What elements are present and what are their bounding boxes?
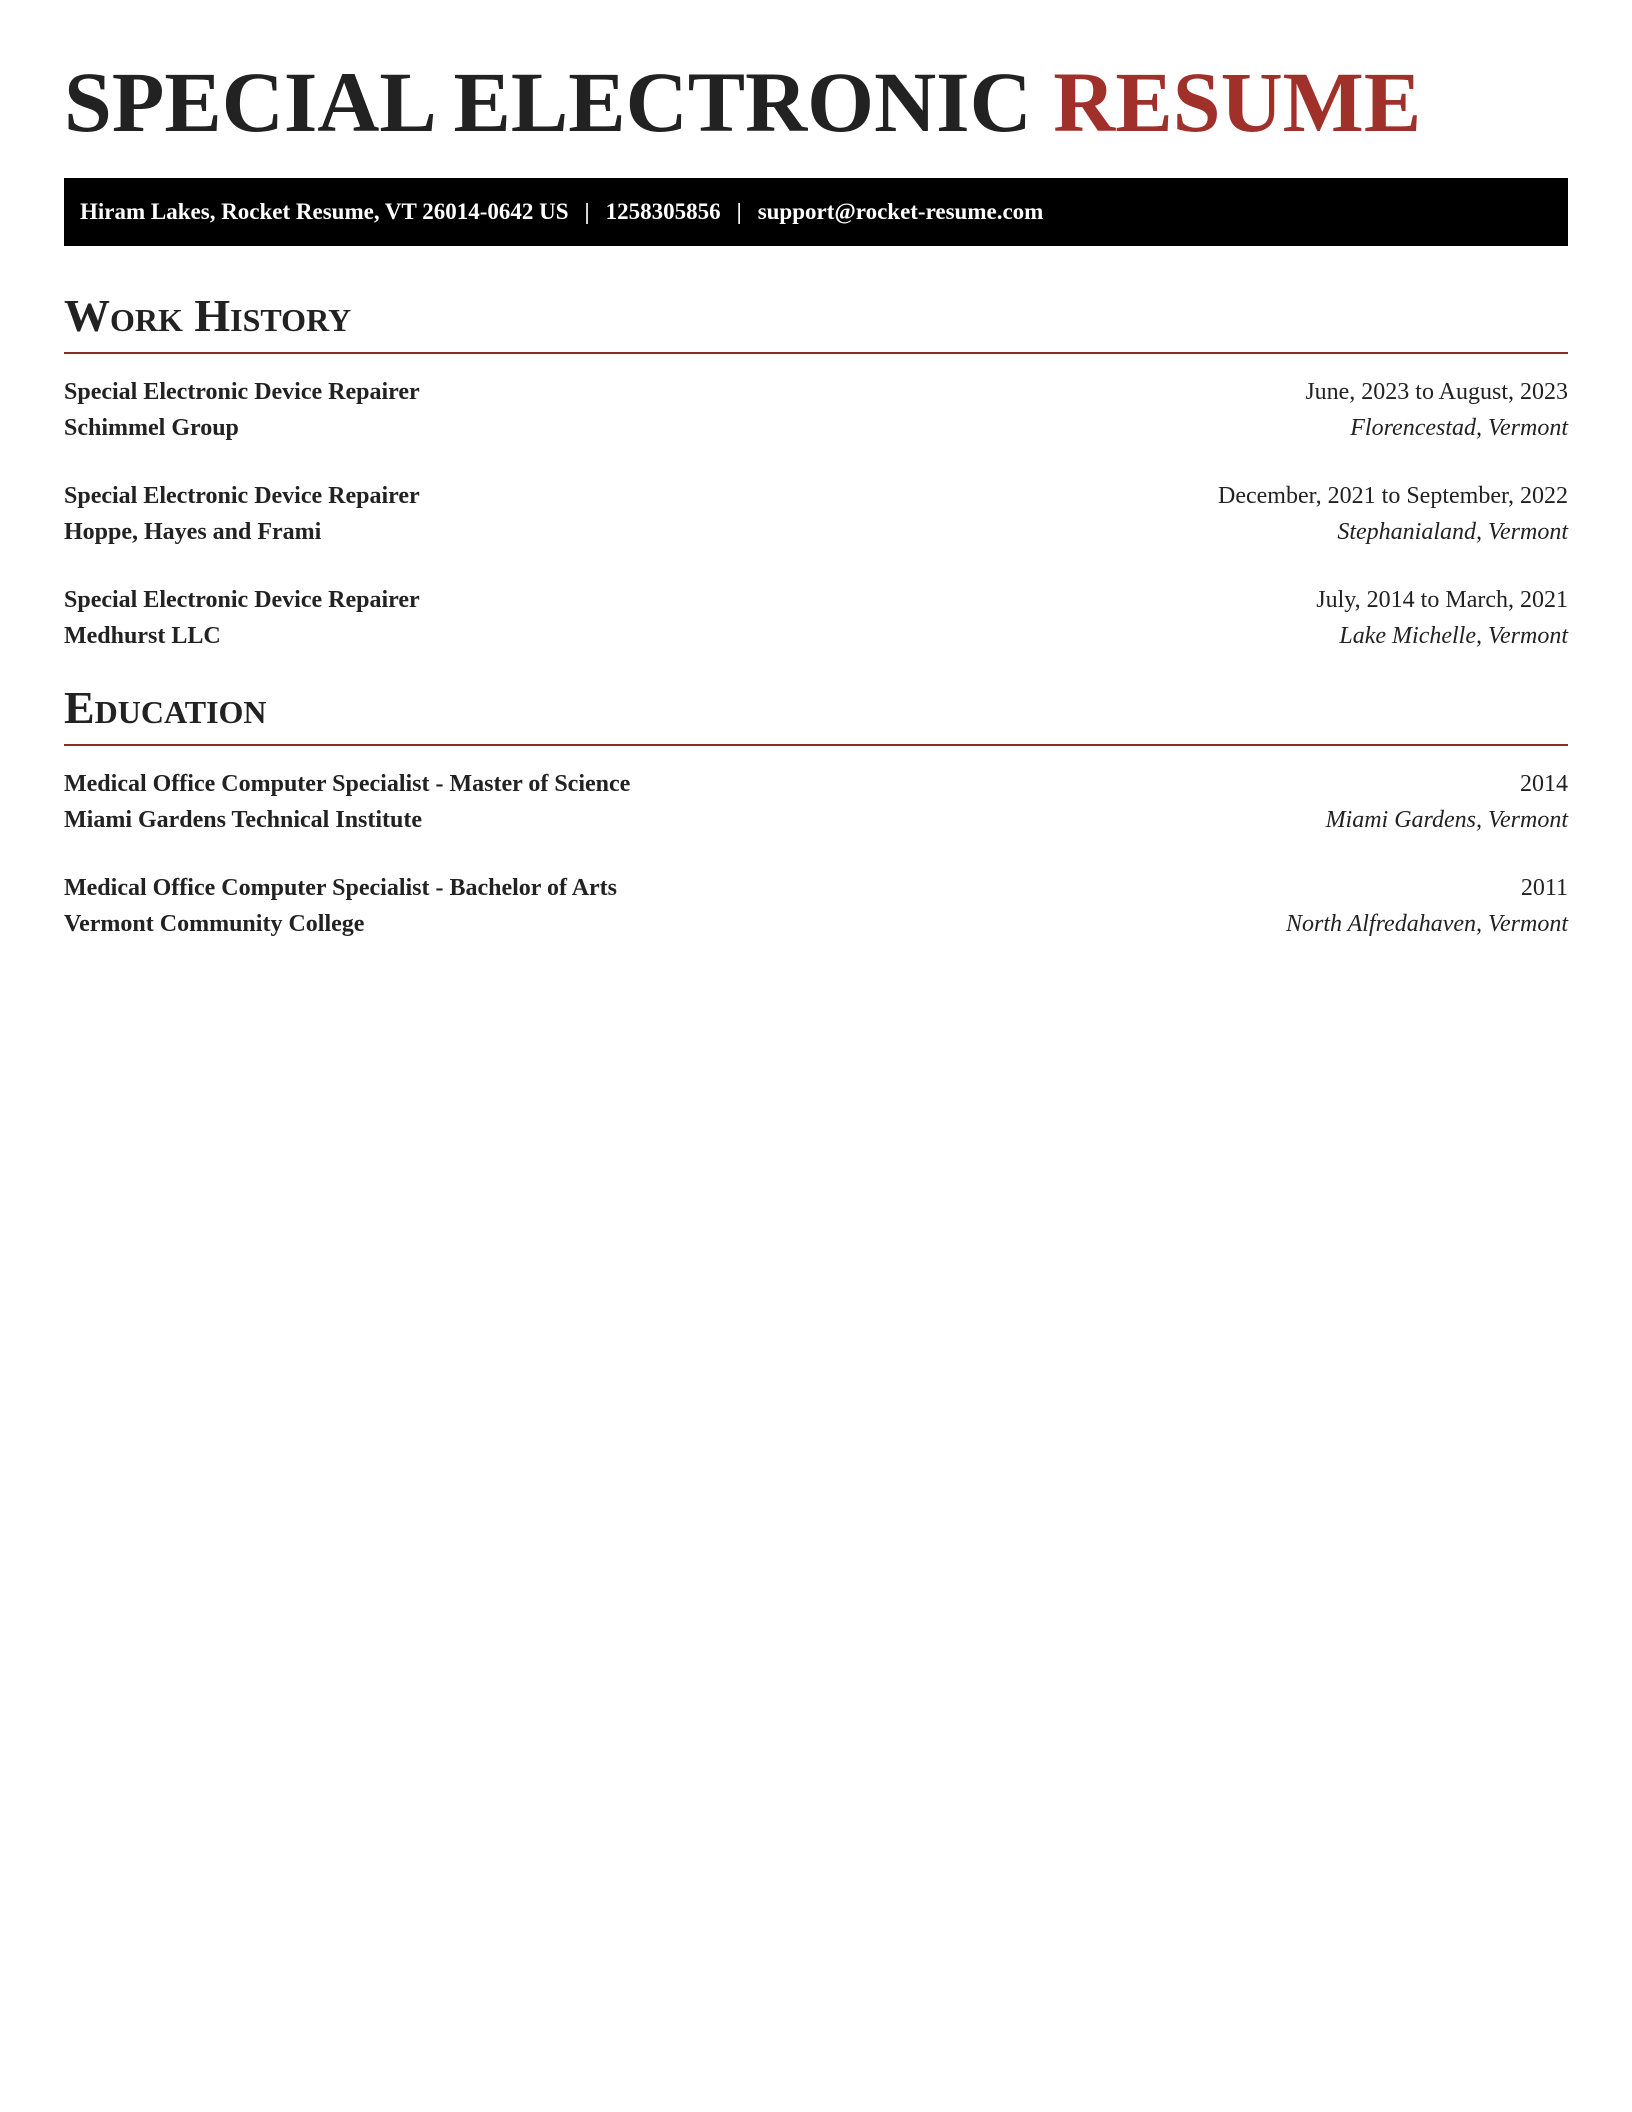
education-year: 2014: [1520, 771, 1568, 797]
contact-email: support@rocket-resume.com: [757, 199, 1044, 224]
work-entry: [64, 374, 1568, 446]
job-dates: June, 2023 to August, 2023: [1305, 379, 1568, 405]
education-location: North Alfredahaven, Vermont: [1286, 911, 1568, 937]
contact-bar: [64, 178, 1568, 246]
job-company: Schimmel Group: [64, 415, 239, 441]
work-entry: [64, 582, 1568, 654]
contact-separator: |: [584, 199, 590, 224]
job-title: Special Electronic Device Repairer: [64, 483, 420, 509]
education-entry: [64, 870, 1568, 942]
title-accent: RESUME: [1053, 54, 1422, 150]
job-title: Special Electronic Device Repairer: [64, 587, 420, 613]
page-title: [64, 56, 1568, 148]
education-degree: Medical Office Computer Specialist - Master of Science: [64, 771, 631, 797]
job-company: Medhurst LLC: [64, 623, 221, 649]
education-entry: [64, 766, 1568, 838]
job-title: Special Electronic Device Repairer: [64, 379, 420, 405]
education-heading: Education: [64, 684, 1568, 746]
job-dates: December, 2021 to September, 2022: [1218, 483, 1568, 509]
education-location: Miami Gardens, Vermont: [1325, 807, 1568, 833]
job-location: Florencestad, Vermont: [1350, 415, 1568, 441]
education-degree: Medical Office Computer Specialist - Bachelor of Arts: [64, 875, 618, 901]
contact-phone: 1258305856: [605, 199, 721, 224]
title-main: SPECIAL ELECTRONIC: [64, 54, 1032, 150]
education-year: 2011: [1520, 875, 1568, 901]
work-history-heading: Work History: [64, 292, 1568, 354]
contact-address: Hiram Lakes, Rocket Resume, VT 26014-0642 US: [80, 199, 569, 224]
job-location: Stephanialand, Vermont: [1337, 519, 1568, 545]
education-school: Miami Gardens Technical Institute: [64, 807, 423, 833]
job-location: Lake Michelle, Vermont: [1339, 623, 1568, 649]
job-company: Hoppe, Hayes and Frami: [64, 519, 322, 545]
contact-separator: |: [736, 199, 742, 224]
education-school: Vermont Community College: [64, 911, 365, 937]
job-dates: July, 2014 to March, 2021: [1316, 587, 1568, 613]
work-entry: [64, 478, 1568, 550]
